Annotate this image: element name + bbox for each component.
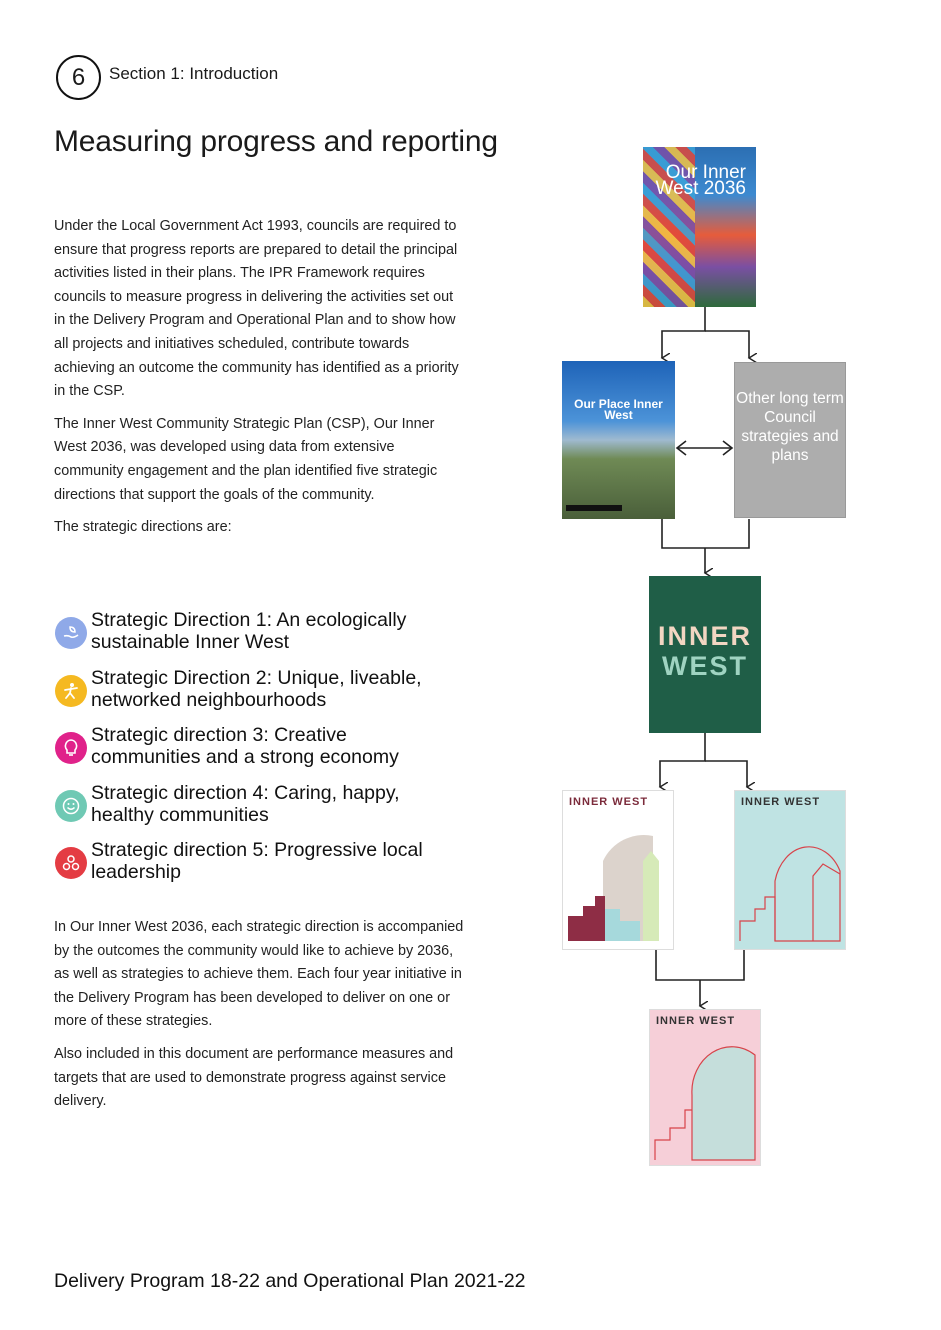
strategic-direction-5 bbox=[55, 838, 455, 896]
section-label: Section 1: Introduction bbox=[109, 64, 279, 83]
intro-paragraph: The strategic directions are: bbox=[54, 519, 232, 536]
strategic-direction-4 bbox=[55, 781, 455, 839]
strategic-direction-label: Strategic Direction 1: An ecologically sustainable Inner West bbox=[91, 609, 407, 653]
connector-to-reports bbox=[660, 733, 705, 787]
strategic-direction-2 bbox=[55, 666, 455, 724]
place-cover-title: Our Place Inner West bbox=[574, 397, 663, 422]
intro-paragraph: Under the Local Government Act 1993, councils are required to ensure that progress reports are prepared to detail the principal activities listed in their plans. The IPR Framework requires councils to measure progress in delivering the activities set out in the Delivery Program and Operational Plan and to show how all projects and initiatives scheduled, contribute towards achieving an outcome the community has identified as a priority in the CSP. bbox=[54, 218, 459, 400]
annual-report-cover-1 bbox=[562, 790, 674, 950]
report-artwork bbox=[650, 1010, 761, 1166]
annual-report-cover-2 bbox=[734, 790, 846, 950]
delivery-cover-word: WEST bbox=[662, 651, 748, 681]
page-title: Measuring progress and reporting bbox=[54, 125, 498, 158]
person-icon bbox=[55, 675, 87, 707]
report-header: INNER WEST bbox=[741, 796, 821, 808]
place-cover-image bbox=[562, 361, 675, 519]
hand-leaf-icon bbox=[55, 617, 87, 649]
closing-paragraph: In Our Inner West 2036, each strategic direction is accompanied by the outcomes the community would like to achieve by 2036, as well as strategies to achieve them. Each four year initiative in the Delivery Program has been developed to deliver on one or more of these strategies. bbox=[54, 919, 464, 1030]
strategic-directions-list bbox=[55, 608, 455, 896]
connector-bidirectional-arrow bbox=[677, 441, 732, 455]
csp-cover-title: Our Inner West 2036 bbox=[655, 162, 746, 199]
other-strategies-box bbox=[734, 362, 846, 518]
delivery-program-cover bbox=[649, 576, 761, 733]
page-number: 6 bbox=[71, 63, 86, 91]
other-strategies-label: Other long term Council strategies and plans bbox=[736, 390, 844, 464]
delivery-cover-word: INNER bbox=[657, 621, 752, 651]
closing-paragraph: Also included in this document are performance measures and targets that are used to demonstrate progress against service delivery. bbox=[54, 1045, 454, 1110]
intro-text bbox=[54, 215, 464, 540]
strategic-direction-label: Strategic direction 5: Progressive local leadership bbox=[91, 839, 423, 883]
report-artwork bbox=[563, 791, 674, 950]
report-artwork bbox=[735, 791, 846, 950]
network-icon bbox=[55, 847, 87, 879]
strategic-direction-label: Strategic direction 3: Creative communities and a strong economy bbox=[91, 724, 399, 768]
closing-text bbox=[54, 916, 464, 1114]
connector-to-delivery bbox=[662, 519, 749, 548]
cover-bar bbox=[566, 505, 622, 511]
connector-csp bbox=[662, 307, 705, 358]
connector-to-endterm bbox=[656, 950, 744, 980]
smile-icon bbox=[55, 790, 87, 822]
end-of-term-report-cover bbox=[649, 1009, 761, 1166]
report-header: INNER WEST bbox=[656, 1015, 736, 1027]
csp-cover-image bbox=[643, 147, 756, 307]
connector-to-reports bbox=[705, 761, 747, 787]
strategic-direction-label: Strategic direction 4: Caring, happy, healthy communities bbox=[91, 781, 400, 826]
strategic-direction-label: Strategic Direction 2: Unique, liveable, networked neighbourhoods bbox=[91, 666, 422, 711]
lightbulb-icon bbox=[55, 732, 87, 764]
strategic-direction-3 bbox=[55, 723, 455, 781]
intro-paragraph: The Inner West Community Strategic Plan (CSP), Our Inner West 2036, was developed using data from extensive community engagement and the plan identified five strategic directions that support the goals of the community. bbox=[54, 415, 438, 503]
strategic-direction-1 bbox=[55, 608, 455, 666]
report-header: INNER WEST bbox=[569, 796, 649, 808]
page-footer: Delivery Program 18-22 and Operational Plan 2021-22 bbox=[54, 1270, 526, 1292]
page-number-badge bbox=[56, 55, 101, 100]
connector-csp bbox=[705, 331, 749, 358]
